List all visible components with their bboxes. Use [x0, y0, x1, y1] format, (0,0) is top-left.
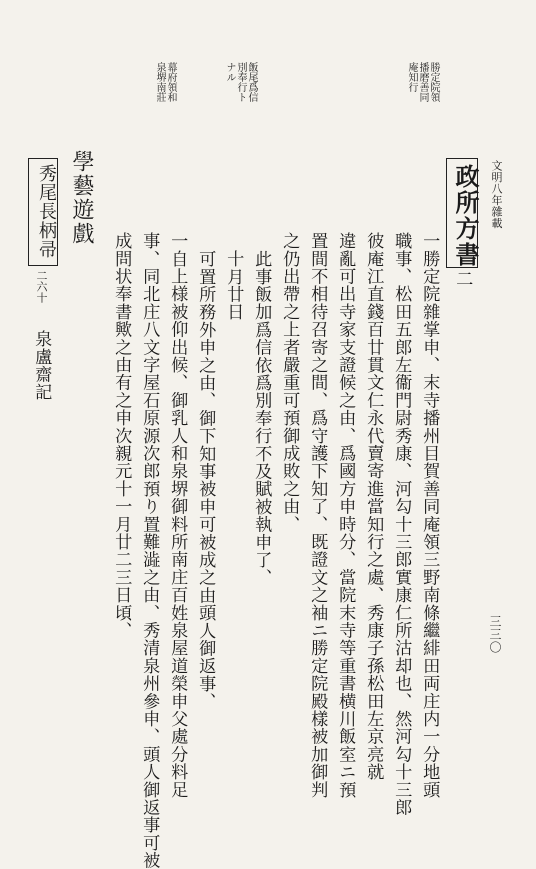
top-note: 飯尾爲信 [246, 62, 257, 102]
top-note: 別奉行ト [235, 62, 246, 102]
top-note: 泉堺南莊 [154, 62, 165, 102]
body-line: 此事飯加爲信依爲別奉行不及賦被執申了、 [251, 250, 272, 587]
top-note: 庵知行 [406, 62, 417, 92]
page-number: 三三〇 [488, 615, 502, 654]
top-note: 幕府領和 [165, 62, 176, 102]
top-note: 播磨善同 [417, 62, 428, 102]
body-line: 一自上様被仰出候、御乳人和泉堺御料所南庄百姓泉屋道榮申父處分料足 [167, 232, 188, 799]
body-line: 一勝定院雜掌申、末寺播州目賀善同庵領三野南條繼緋田両庄内一分地頭 [419, 232, 440, 799]
body-line: 彼庵江直錢百廿貫文仁永代賣寄進當知行之處、秀康子孫松田左京亮就 [363, 232, 384, 781]
top-note: ナル [224, 62, 235, 82]
section-title: 學藝遊戲 [69, 150, 94, 246]
body-line: 置間不相待召寄之間、爲守護下知了、既證文之袖ニ勝定院殿樣被加御判 [307, 232, 328, 799]
body-line: 之仍出帶之上者嚴重可預御成敗之由、 [279, 232, 300, 533]
body-line: 違亂可出寺家支證候之由、爲國方申時分、當院末寺等重書横川飯室ニ預 [335, 232, 356, 799]
body-line: 成問状奉書歟之由有之申次親元十一月廿二三日頃、 [111, 232, 132, 640]
body-line: 職事、松田五郎左衞門尉秀康、河勾十三郎實康仁所沽却也、然河勾十三郎 [391, 232, 412, 817]
body-line: 可置所務外申之由、御下知事被申可被成之由頭人御返事、 [195, 250, 216, 711]
section-title: 政所方書 [451, 164, 480, 268]
top-note: 勝定院領 [428, 62, 439, 102]
date-line: 十月廿日 [223, 250, 244, 321]
section-subtitle: 秀尾長柄帚 [36, 164, 57, 259]
section-number: 二 [452, 270, 473, 288]
author: 泉盧齋記 [31, 330, 52, 401]
body-line: 事、同北庄八文字屋石原源次郎預り置難澁之由、秀清泉州參申、頭人御返事可被 [139, 232, 160, 869]
section-number: 二六十 [35, 270, 48, 303]
running-title: 文明八年雜載 [490, 160, 503, 229]
